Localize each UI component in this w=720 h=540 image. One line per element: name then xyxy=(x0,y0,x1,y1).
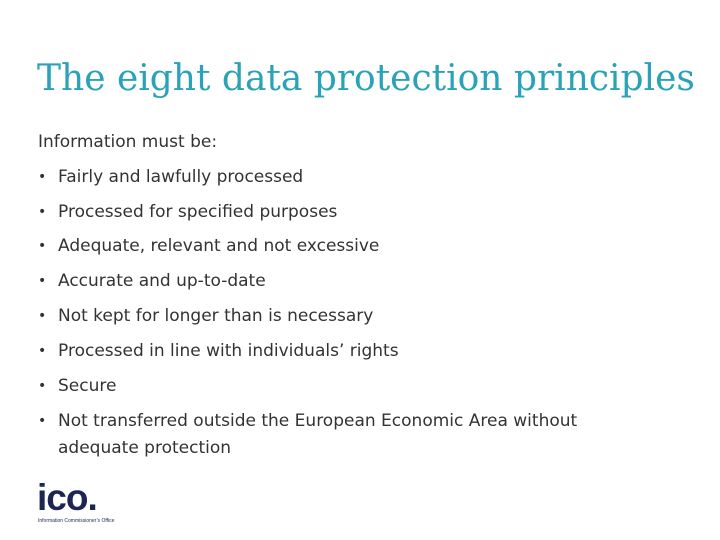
list-item xyxy=(38,199,698,225)
list-item-text: Fairly and lawfully processed xyxy=(58,167,304,187)
intro-text: Information must be: xyxy=(38,132,218,152)
ico-logo xyxy=(37,477,117,528)
list-item-text: Not transferred outside the European Economic Area without adequate protection xyxy=(58,411,578,458)
bullet-marker: • xyxy=(38,413,47,429)
bullet-marker: • xyxy=(38,308,47,324)
list-item-text: Not kept for longer than is necessary xyxy=(58,306,374,326)
list-item xyxy=(38,268,698,294)
list-item xyxy=(38,303,698,329)
list-item xyxy=(38,164,698,190)
list-item xyxy=(38,373,698,399)
logo-tagline: Information Commissioner’s Office xyxy=(38,518,115,524)
list-item-text: Accurate and up-to-date xyxy=(58,271,266,291)
slide-title: The eight data protection principles xyxy=(37,58,695,99)
bullet-marker: • xyxy=(38,204,47,220)
list-item-text: Secure xyxy=(58,376,117,396)
bullet-marker: • xyxy=(38,238,47,254)
bullet-marker: • xyxy=(38,378,47,394)
list-item-text: Adequate, relevant and not excessive xyxy=(58,236,380,256)
bullet-marker: • xyxy=(38,273,47,289)
list-item xyxy=(38,233,698,259)
bullet-marker: • xyxy=(38,343,47,359)
list-item xyxy=(38,408,698,462)
list-item-text: Processed for specified purposes xyxy=(58,202,338,222)
list-item-text: Processed in line with individuals’ rights xyxy=(58,341,399,361)
bullet-marker: • xyxy=(38,169,47,185)
list-item xyxy=(38,338,698,364)
logo-wordmark: ico. xyxy=(37,477,97,518)
